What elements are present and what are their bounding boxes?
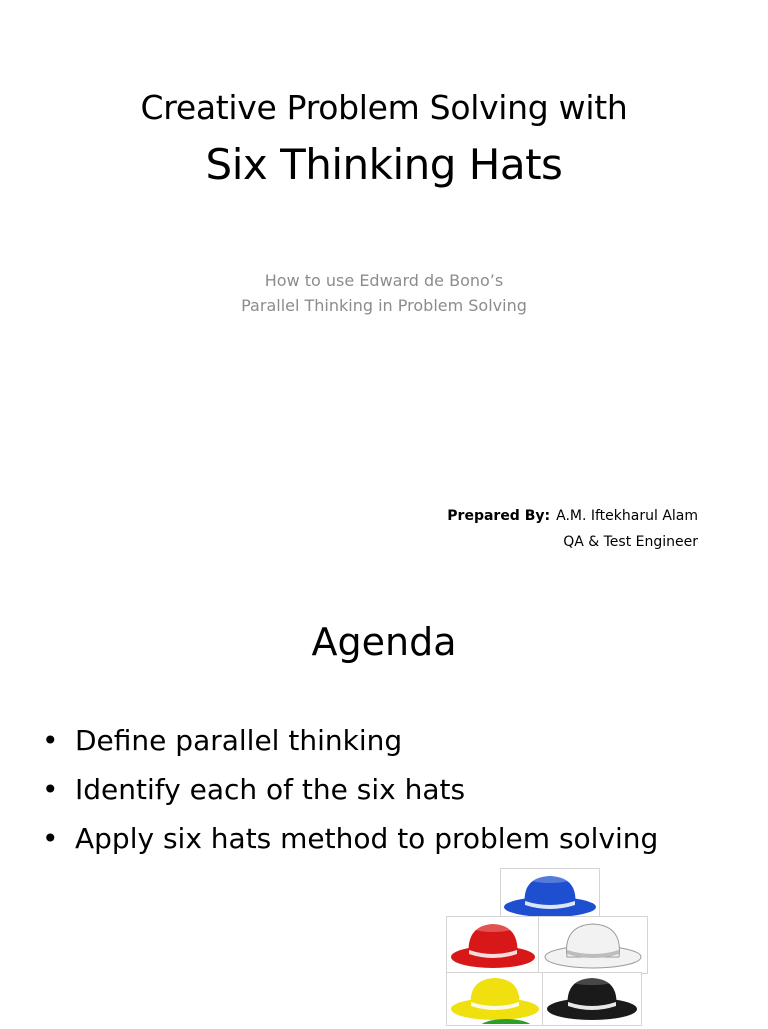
agenda-list	[42, 716, 658, 863]
bullet-icon: •	[42, 822, 59, 855]
prepared-by-block	[447, 503, 698, 555]
white-hat-icon	[538, 916, 648, 974]
list-item	[42, 716, 658, 765]
blue-hat-icon	[500, 868, 600, 922]
red-hat-icon	[446, 916, 540, 974]
agenda-item-2: Identify each of the six hats	[75, 773, 466, 806]
agenda-item-1: Define parallel thinking	[75, 724, 403, 757]
agenda-item-3: Apply six hats method to problem solving	[75, 822, 659, 855]
list-item	[42, 765, 658, 814]
subtitle	[0, 268, 768, 318]
title-line-1: Creative Problem Solving with	[140, 88, 628, 127]
agenda-title: Agenda	[311, 620, 457, 664]
prepared-by-label: Prepared By:	[447, 508, 551, 524]
hats-image	[446, 868, 656, 1024]
author-role: QA & Test Engineer	[563, 534, 698, 550]
green-hat-icon	[476, 1018, 536, 1024]
bullet-icon: •	[42, 773, 59, 806]
title-line-2: Six Thinking Hats	[205, 140, 563, 189]
list-item	[42, 814, 658, 863]
author-name: A.M. Iftekharul Alam	[556, 508, 698, 524]
agenda-slide	[0, 590, 768, 1024]
bullet-icon: •	[42, 724, 59, 757]
subtitle-line-2: Parallel Thinking in Problem Solving	[241, 296, 527, 315]
subtitle-line-1: How to use Edward de Bono’s	[264, 271, 504, 290]
black-hat-icon	[542, 972, 642, 1026]
